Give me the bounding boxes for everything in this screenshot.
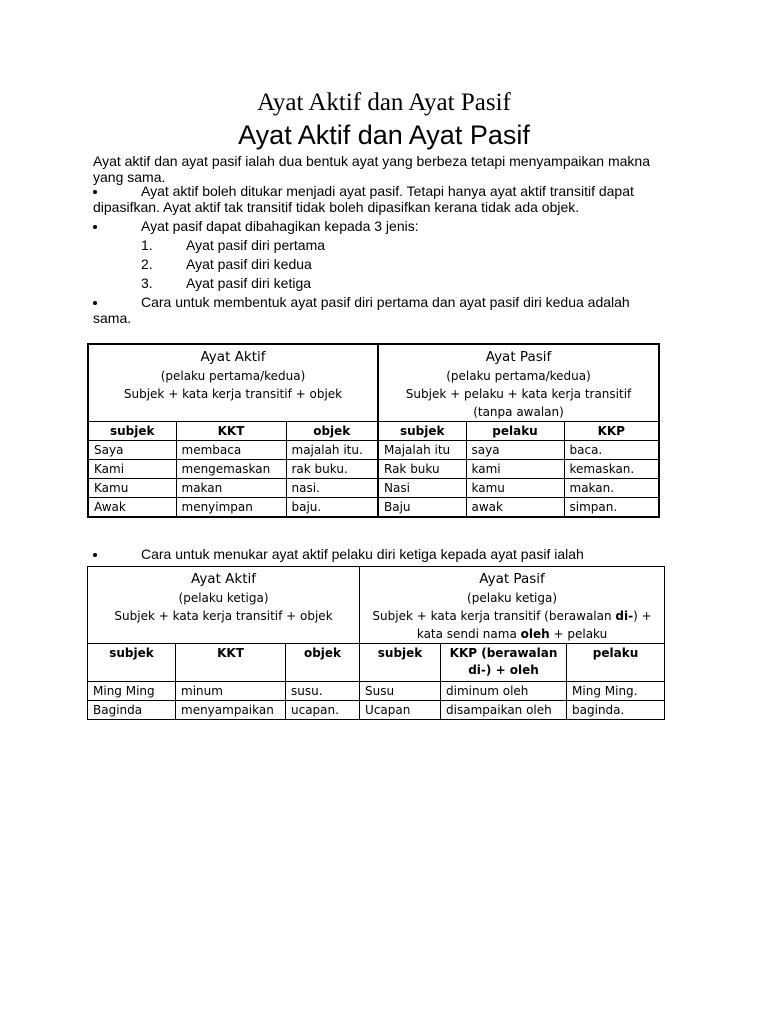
header-formula: Subjek + pelaku + kata kerja transitif bbox=[405, 387, 632, 401]
column-header: KKT bbox=[176, 644, 286, 682]
bullet-icon bbox=[93, 218, 101, 234]
table-cell: Baju bbox=[378, 498, 466, 517]
list-item: Ayat pasif diri ketiga bbox=[186, 275, 312, 291]
header-subtitle: (pelaku pertama/kedua) bbox=[160, 369, 306, 383]
table-cell: diminum oleh bbox=[441, 682, 567, 701]
table-cell: makan. bbox=[564, 479, 659, 498]
table-cell: Ming Ming. bbox=[567, 682, 665, 701]
header-note: (tanpa awalan) bbox=[473, 405, 564, 419]
column-header: subjek bbox=[88, 644, 176, 682]
list-number: 1. bbox=[141, 237, 153, 253]
column-header: objek bbox=[286, 422, 378, 441]
column-header: subjek bbox=[88, 422, 176, 441]
table-cell: awak bbox=[466, 498, 564, 517]
header-subtitle: (pelaku ketiga) bbox=[467, 591, 558, 605]
table-cell: Rak buku bbox=[378, 460, 466, 479]
table-cell: Susu bbox=[360, 682, 441, 701]
column-header: subjek bbox=[378, 422, 466, 441]
header-formula: Subjek + kata kerja transitif + objek bbox=[114, 609, 333, 623]
table-cell: Kami bbox=[88, 460, 176, 479]
table-cell: baginda. bbox=[567, 701, 665, 720]
column-header: subjek bbox=[360, 644, 441, 682]
table-row bbox=[88, 460, 659, 479]
table-cell: ucapan. bbox=[286, 701, 360, 720]
header-title: Ayat Pasif bbox=[479, 571, 545, 587]
table-cell: Majalah itu bbox=[378, 441, 466, 460]
table-cell: kemaskan. bbox=[564, 460, 659, 479]
bullet-item-method bbox=[93, 294, 693, 326]
table-header-ayat-aktif bbox=[88, 344, 378, 422]
formula-text: kata sendi nama bbox=[416, 627, 521, 641]
formula-text: Subjek + kata kerja transitif (berawalan bbox=[372, 609, 616, 623]
column-header: KKP bbox=[564, 422, 659, 441]
formula-bold: oleh bbox=[520, 627, 550, 641]
table-cell: kamu bbox=[466, 479, 564, 498]
table-header-ayat-aktif bbox=[88, 567, 360, 644]
bullet-line: Cara untuk membentuk ayat pasif diri pertama dan ayat pasif diri kedua adalah bbox=[141, 294, 630, 310]
document-title: Ayat Aktif dan Ayat Pasif bbox=[238, 120, 530, 150]
column-header: pelaku bbox=[567, 644, 665, 682]
column-header: objek bbox=[286, 644, 360, 682]
header-title: Ayat Aktif bbox=[191, 571, 257, 587]
column-header: KKT bbox=[176, 422, 286, 441]
document-title-serif: Ayat Aktif dan Ayat Pasif bbox=[257, 89, 511, 116]
table-cell: menyimpan bbox=[176, 498, 286, 517]
table-cell: disampaikan oleh bbox=[441, 701, 567, 720]
table-cell: nasi. bbox=[286, 479, 378, 498]
header-subtitle: (pelaku pertama/kedua) bbox=[446, 369, 591, 383]
table-cell: Kamu bbox=[88, 479, 176, 498]
header-formula bbox=[365, 607, 659, 625]
bullet-icon bbox=[93, 546, 101, 562]
table-header-ayat-pasif bbox=[378, 344, 659, 422]
table-cell: Nasi bbox=[378, 479, 466, 498]
table-cell: baju. bbox=[286, 498, 378, 517]
header-title: Ayat Pasif bbox=[485, 349, 552, 365]
table-cell: Ucapan bbox=[360, 701, 441, 720]
table-pelaku-ketiga bbox=[87, 566, 665, 720]
table-cell: saya bbox=[466, 441, 564, 460]
table-cell: minum bbox=[176, 682, 286, 701]
list-item: Ayat pasif diri kedua bbox=[186, 256, 312, 272]
table-cell: baca. bbox=[564, 441, 659, 460]
column-header: pelaku bbox=[466, 422, 564, 441]
table-cell: Baginda bbox=[88, 701, 176, 720]
table-row bbox=[88, 682, 665, 701]
list-item: Ayat pasif diri pertama bbox=[186, 237, 326, 253]
table-cell: susu. bbox=[286, 682, 360, 701]
table-pelaku-pertama-kedua bbox=[87, 343, 660, 518]
table-row bbox=[88, 441, 659, 460]
bullet-line: sama. bbox=[93, 310, 132, 326]
bullet-item-third-person: Cara untuk menukar ayat aktif pelaku diri ketiga kepada ayat pasif ialah bbox=[141, 546, 584, 562]
formula-bold: di- bbox=[615, 609, 634, 623]
table-cell: kami bbox=[466, 460, 564, 479]
list-number: 2. bbox=[141, 256, 153, 272]
bullet-item-types: Ayat pasif dapat dibahagikan kepada 3 jenis: bbox=[141, 218, 419, 234]
column-header: KKP (berawalan di-) + oleh bbox=[441, 644, 567, 682]
bullet-item-convert bbox=[93, 183, 693, 215]
table-cell: makan bbox=[176, 479, 286, 498]
table-cell: menyampaikan bbox=[176, 701, 286, 720]
table-row bbox=[88, 479, 659, 498]
table-cell: simpan. bbox=[564, 498, 659, 517]
bullet-line: Ayat aktif boleh ditukar menjadi ayat pasif. Tetapi hanya ayat aktif transitif dapat bbox=[141, 183, 634, 199]
header-subtitle: (pelaku ketiga) bbox=[178, 591, 269, 605]
formula-text: ) + bbox=[633, 609, 652, 623]
list-number: 3. bbox=[141, 275, 153, 291]
header-title: Ayat Aktif bbox=[200, 349, 266, 365]
table-cell: mengemaskan bbox=[176, 460, 286, 479]
formula-text: + pelaku bbox=[549, 627, 608, 641]
table-header-ayat-pasif bbox=[360, 567, 665, 644]
table-cell: majalah itu. bbox=[286, 441, 378, 460]
table-cell: Awak bbox=[88, 498, 176, 517]
table-cell: Ming Ming bbox=[88, 682, 176, 701]
header-formula: Subjek + kata kerja transitif + objek bbox=[123, 387, 343, 401]
table-cell: membaca bbox=[176, 441, 286, 460]
intro-paragraph: Ayat aktif dan ayat pasif ialah dua bentuk ayat yang berbeza tetapi menyampaikan makna yang sama. bbox=[93, 153, 650, 185]
bullet-line: dipasifkan. Ayat aktif tak transitif tidak boleh dipasifkan kerana tidak ada objek. bbox=[93, 199, 580, 215]
table-cell: Saya bbox=[88, 441, 176, 460]
table-row bbox=[88, 498, 659, 517]
table-cell: rak buku. bbox=[286, 460, 378, 479]
table-row bbox=[88, 701, 665, 720]
header-formula bbox=[365, 625, 659, 643]
